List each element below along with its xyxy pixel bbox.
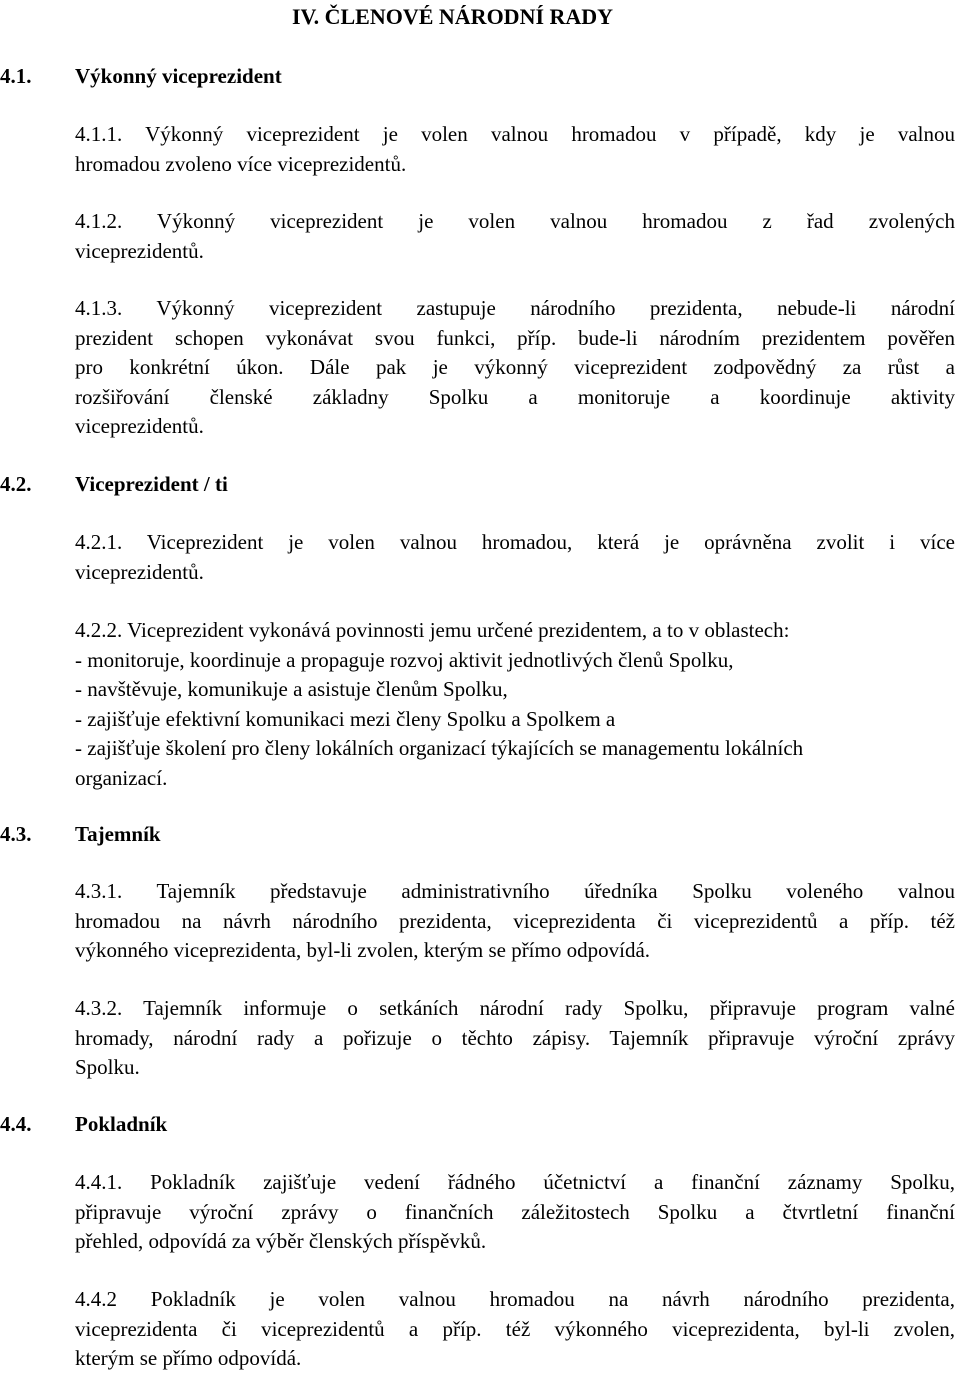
paragraph-4-3-2 <box>75 994 955 1083</box>
paragraph-line: rozšiřování členské základny Spolku a monitoruje a koordinuje aktivity <box>75 384 955 409</box>
section-title: Tajemník <box>75 822 161 846</box>
paragraph-4-2-2 <box>75 616 955 793</box>
paragraph-4-1-3 <box>75 294 955 442</box>
section-title: Viceprezident / ti <box>75 472 228 496</box>
section-number: 4.1. <box>0 64 32 88</box>
paragraph-line: 4.3.2. Tajemník informuje o setkáních národní rady Spolku, připravuje program valné <box>75 996 955 1020</box>
paragraph-line: 4.3.1. Tajemník představuje administrativního úředníka Spolku voleného valnou <box>75 879 955 903</box>
paragraph-line: prezident schopen vykonávat svou funkci, příp. bude-li národním prezidentem pověřen <box>75 325 955 350</box>
paragraph-line: 4.4.2 Pokladník je volen valnou hromadou na návrh národního prezidenta, <box>75 1287 955 1311</box>
list-item: - monitoruje, koordinuje a propaguje rozvoj aktivit jednotlivých členů Spolku, <box>75 647 734 672</box>
paragraph-line: výkonného viceprezidenta, byl-li zvolen, kterým se přímo odpovídá. <box>75 938 651 962</box>
list-item: - navštěvuje, komunikuje a asistuje členům Spolku, <box>75 677 508 701</box>
paragraph-line: 4.1.1. Výkonný viceprezident je volen valnou hromadou v případě, kdy je valnou <box>75 122 955 146</box>
paragraph-4-1-2 <box>75 207 955 266</box>
section-number: 4.2. <box>0 472 32 496</box>
paragraph-4-3-1 <box>75 877 955 966</box>
paragraph-line: připravuje výroční zprávy o finančních záležitostech Spolku a čtvrtletní finanční <box>75 1199 955 1224</box>
section-number: 4.3. <box>0 822 32 846</box>
paragraph-line: 4.1.2. Výkonný viceprezident je volen valnou hromadou z řad zvolených <box>75 209 955 233</box>
paragraph-line: viceprezidentů. <box>75 414 204 438</box>
paragraph-line: 4.2.1. Viceprezident je volen valnou hromadou, která je oprávněna zvolit i více <box>75 530 955 554</box>
paragraph-line: organizací. <box>75 765 168 790</box>
section-title: Pokladník <box>75 1112 168 1136</box>
paragraph-line: viceprezidenta či viceprezidentů a příp. též výkonného viceprezidenta, byl-li zvolen, <box>75 1316 955 1341</box>
paragraph-line: 4.1.3. Výkonný viceprezident zastupuje národního prezidenta, nebude-li národní <box>75 296 955 320</box>
chapter-title: IV. ČLENOVÉ NÁRODNÍ RADY <box>292 4 614 29</box>
list-item: - zajišťuje efektivní komunikaci mezi členy Spolku a Spolkem a <box>75 706 616 731</box>
paragraph-line: hromadou zvoleno více viceprezidentů. <box>75 151 407 176</box>
paragraph-line: kterým se přímo odpovídá. <box>75 1346 302 1370</box>
list-item: - zajišťuje školení pro členy lokálních organizací týkajících se managementu lokálních <box>75 736 804 760</box>
paragraph-line: Spolku. <box>75 1055 140 1079</box>
paragraph-line: hromady, národní rady a pořizuje o těchto zápisy. Tajemník připravuje výroční zprávy <box>75 1025 955 1050</box>
paragraph-line: 4.4.1. Pokladník zajišťuje vedení řádného účetnictví a finanční záznamy Spolku, <box>75 1170 955 1194</box>
section-number: 4.4. <box>0 1112 32 1136</box>
paragraph-line: viceprezidentů. <box>75 559 204 584</box>
paragraph-4-2-1 <box>75 528 955 587</box>
paragraph-line: viceprezidentů. <box>75 238 204 263</box>
paragraph-4-4-2 <box>75 1285 955 1374</box>
paragraph-line: hromadou na návrh národního prezidenta, viceprezidenta či viceprezidentů a příp. též <box>75 908 955 933</box>
paragraph-line: přehled, odpovídá za výběr členských příspěvků. <box>75 1229 487 1253</box>
paragraph-line: 4.2.2. Viceprezident vykonává povinnosti jemu určené prezidentem, a to v oblastech: <box>75 618 790 642</box>
paragraph-4-1-1 <box>75 120 955 179</box>
paragraph-line: pro konkrétní úkon. Dále pak je výkonný viceprezident zodpovědný za růst a <box>75 355 955 379</box>
section-title: Výkonný viceprezident <box>75 64 282 88</box>
paragraph-4-4-1 <box>75 1168 955 1257</box>
